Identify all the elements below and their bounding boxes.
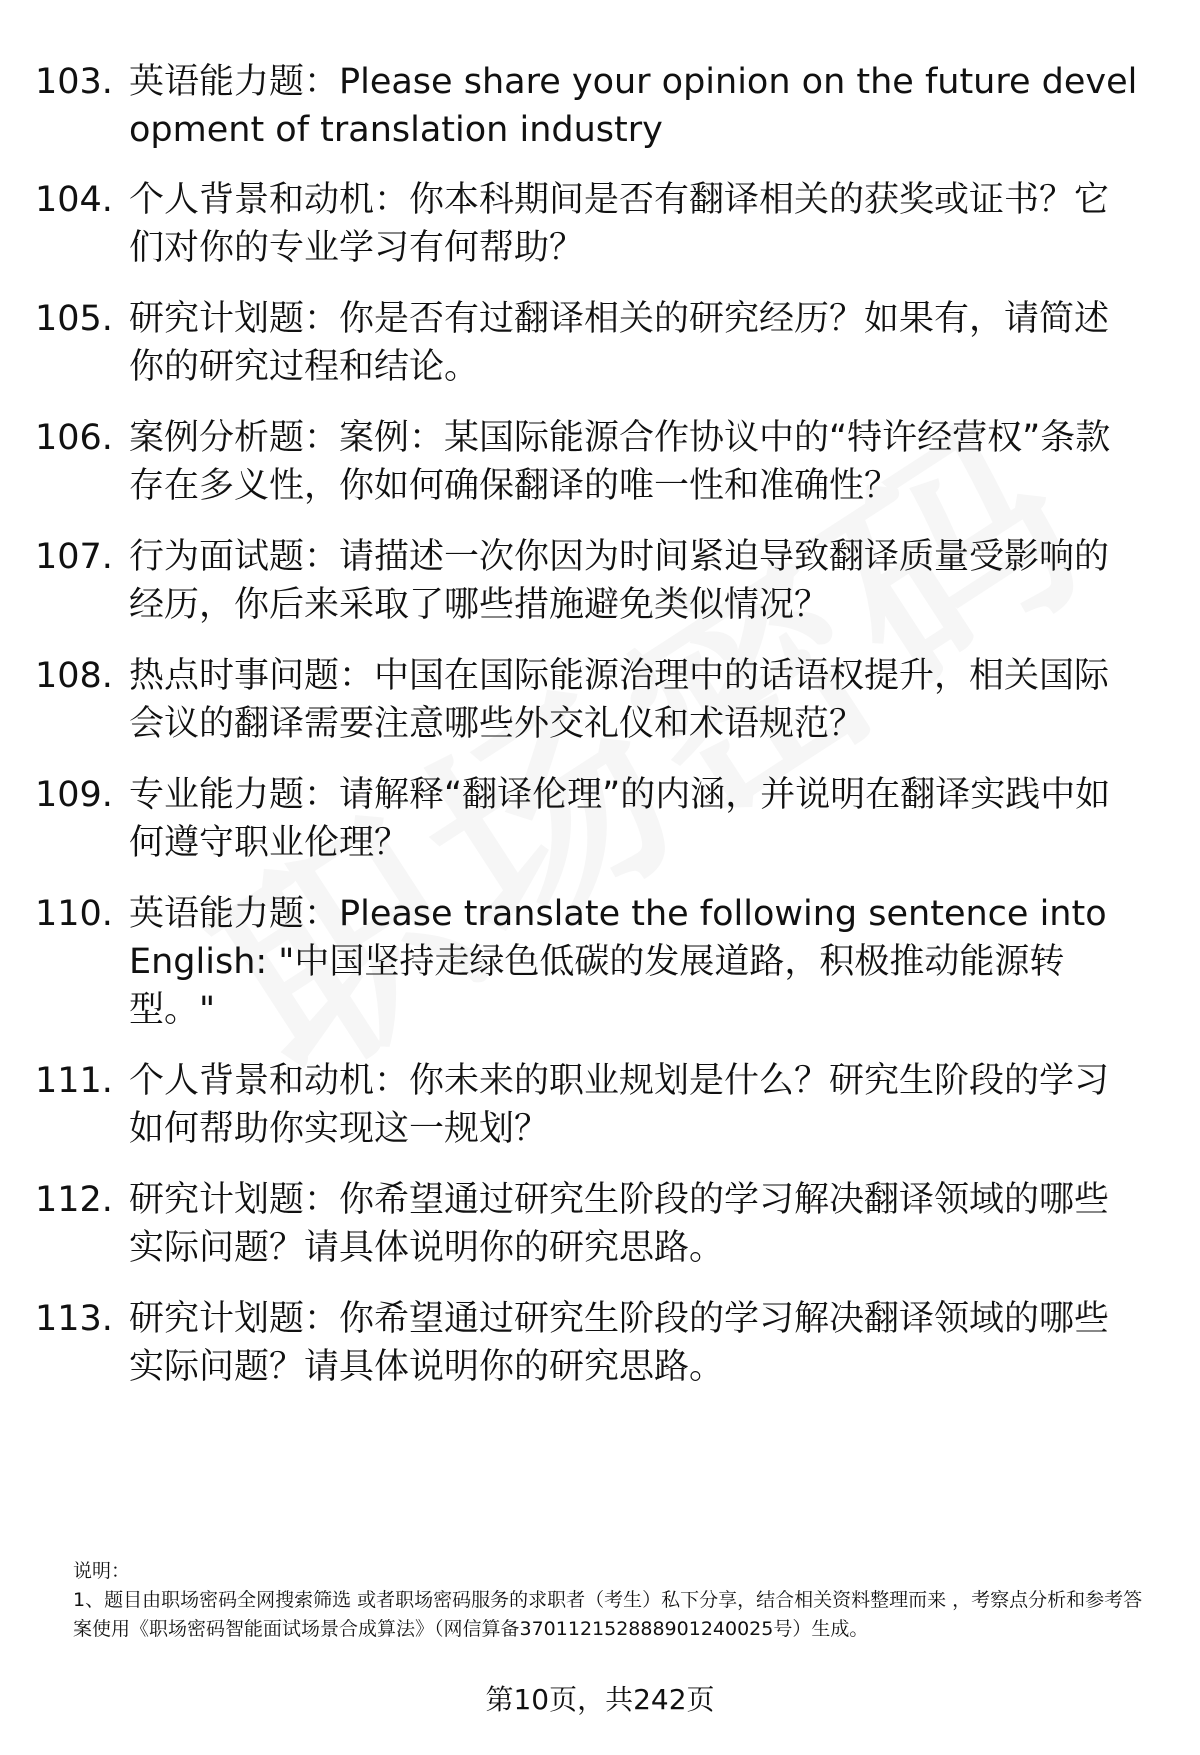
question-text: 个人背景和动机：你本科期间是否有翻译相关的获奖或证书？它们对你的专业学习有何帮助？ [129,180,1110,268]
question-item [35,890,1175,1057]
question-number: 105. [35,299,113,339]
question-item [35,1176,1175,1295]
question-item [35,771,1175,890]
footer-heading: 说明： [73,1560,131,1582]
question-number: 108. [35,656,113,696]
question-text: 英语能力题：Please share your opinion on the future development of translation industry [129,62,1138,150]
question-number: 104. [35,180,113,220]
question-number: 106. [35,418,113,458]
question-item [35,414,1175,533]
question-list [35,58,1175,1405]
question-number: 113. [35,1299,113,1339]
question-item [35,1057,1175,1176]
question-text: 行为面试题：请描述一次你因为时间紧迫导致翻译质量受影响的经历，你后来采取了哪些措施避免类似情况？ [129,537,1110,625]
question-text: 热点时事问题：中国在国际能源治理中的话语权提升，相关国际会议的翻译需要注意哪些外交礼仪和术语规范？ [129,656,1110,744]
question-text: 个人背景和动机：你未来的职业规划是什么？研究生阶段的学习如何帮助你实现这一规划？ [129,1061,1110,1149]
question-item [35,652,1175,771]
question-text: 专业能力题：请解释“翻译伦理”的内涵，并说明在翻译实践中如何遵守职业伦理？ [129,775,1111,863]
question-number: 103. [35,62,113,102]
question-text: 研究计划题：你希望通过研究生阶段的学习解决翻译领域的哪些实际问题？请具体说明你的研究思路。 [129,1180,1110,1268]
page-number: 第10页，共242页 [485,1683,715,1716]
question-text: 英语能力题：Please translate the following sentence into English: "中国坚持走绿色低碳的发展道路，积极推动能源转型。" [129,894,1107,1030]
question-item [35,58,1175,176]
question-text: 研究计划题：你是否有过翻译相关的研究经历？如果有，请简述你的研究过程和结论。 [129,299,1110,387]
question-item [35,295,1175,414]
question-number: 110. [35,894,113,934]
question-text: 研究计划题：你希望通过研究生阶段的学习解决翻译领域的哪些实际问题？请具体说明你的研究思路。 [129,1299,1110,1387]
footer-text: 1、题目由职场密码全网搜索筛选 或者职场密码服务的求职者（考生）私下分享，结合相关资料整理而来 ，考察点分析和参考答案使用《职场密码智能面试场景合成算法》（网信算备370112152888901240025号）生成。 [73,1589,1143,1640]
question-number: 109. [35,775,113,815]
footer-note [73,1557,1158,1644]
question-number: 112. [35,1180,113,1220]
question-text: 案例分析题：案例：某国际能源合作协议中的“特许经营权”条款存在多义性，你如何确保翻译的唯一性和准确性？ [129,418,1111,506]
question-item [35,176,1175,295]
question-item [35,533,1175,652]
question-item [35,1295,1175,1405]
question-number: 111. [35,1061,113,1101]
question-number: 107. [35,537,113,577]
